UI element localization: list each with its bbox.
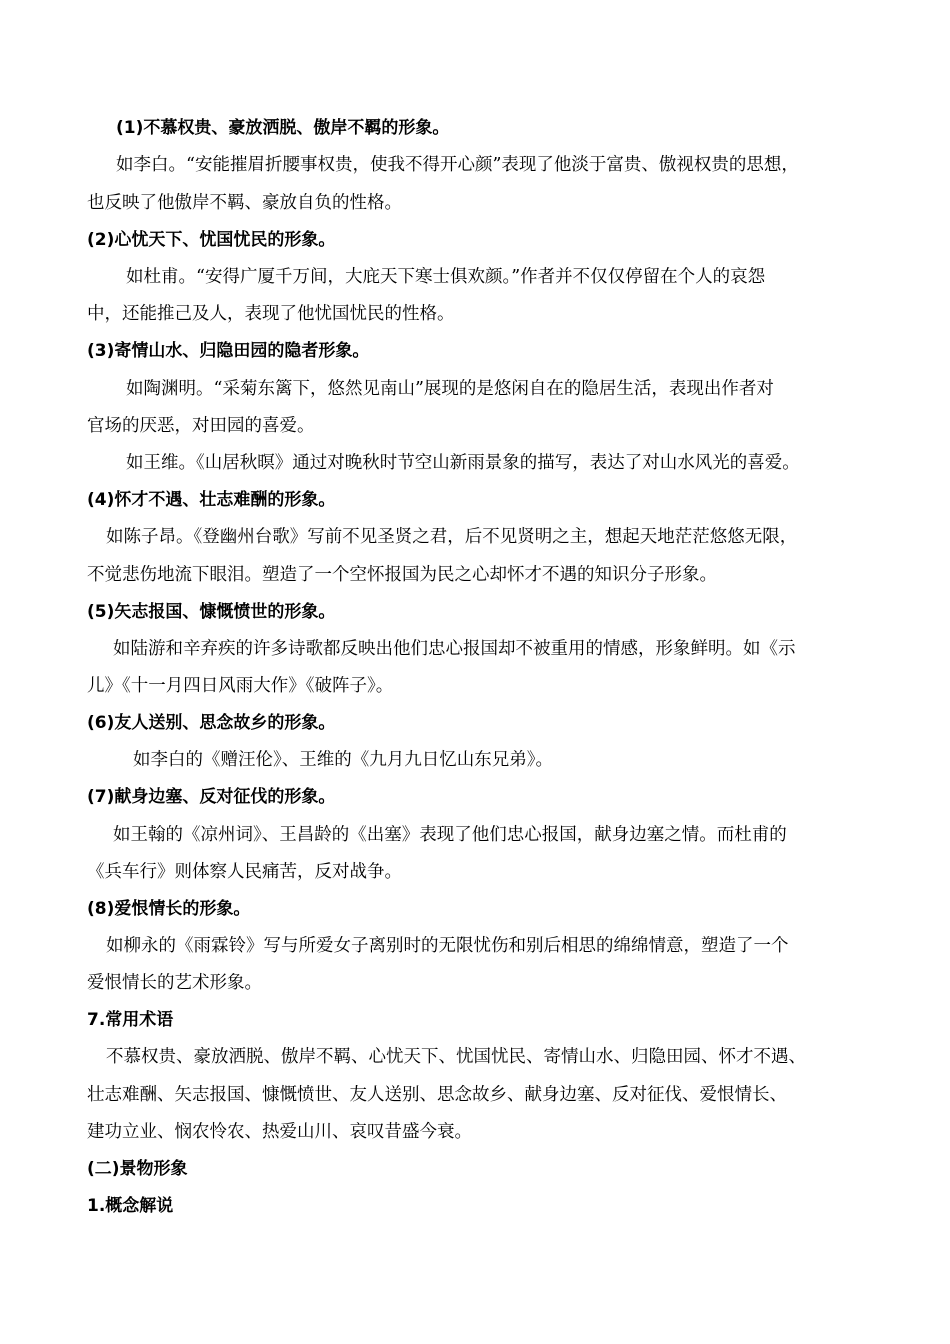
paragraph-8-line-2: 爱恨情长的艺术形象。 [87, 973, 262, 993]
heading-4: (4)怀才不遇、壮志难酬的形象。 [87, 490, 336, 510]
heading-8: (8)爱恨情长的形象。 [87, 899, 251, 919]
heading-7: (7)献身边塞、反对征伐的形象。 [87, 787, 336, 807]
paragraph-5-line-1: 如陆游和辛弃疾的许多诗歌都反映出他们忠心报国却不被重用的情感，形象鲜明。如《示 [113, 639, 796, 659]
paragraph-4-line-2: 不觉悲伤地流下眼泪。塑造了一个空怀报国为民之心却怀才不遇的知识分子形象。 [87, 565, 717, 585]
heading-5: (5)矢志报国、慷慨愤世的形象。 [87, 602, 336, 622]
paragraph-9-line-2: 壮志难酬、矢志报国、慷慨愤世、友人送别、思念故乡、献身边塞、反对征伐、爱恨情长、 [87, 1085, 787, 1105]
paragraph-6: 如李白的《赠汪伦》、王维的《九月九日忆山东兄弟》。 [133, 750, 553, 770]
heading-9: 7.常用术语 [87, 1010, 174, 1030]
paragraph-7-line-1: 如王翰的《凉州词》、王昌龄的《出塞》表现了他们忠心报国，献身边塞之情。而杜甫的 [113, 825, 787, 845]
paragraph-7-line-2: 《兵车行》则体察人民痛苦，反对战争。 [87, 862, 402, 882]
paragraph-1-line-2: 也反映了他傲岸不羁、豪放自负的性格。 [87, 193, 402, 213]
heading-2: (2)心忧天下、忧国忧民的形象。 [87, 230, 336, 250]
paragraph-3b: 如王维。《山居秋暝》通过对晚秋时节空山新雨景象的描写，表达了对山水风光的喜爱。 [126, 453, 800, 473]
heading-1: (1)不慕权贵、豪放洒脱、傲岸不羁的形象。 [116, 118, 450, 138]
paragraph-4-line-1: 如陈子昂。《登幽州台歌》写前不见圣贤之君，后不见贤明之主，想起天地茫茫悠悠无限， [106, 527, 798, 547]
paragraph-5-line-2: 儿》《十一月四日风雨大作》《破阵子》。 [87, 676, 394, 696]
paragraph-3-line-1: 如陶渊明。“采菊东篱下，悠然见南山”展现的是悠闲自在的隐居生活，表现出作者对 [126, 379, 774, 399]
paragraph-1-line-1: 如李白。“安能摧眉折腰事权贵，使我不得开心颜”表现了他淡于富贵、傲视权贵的思想， [116, 155, 799, 175]
paragraph-2-line-2: 中，还能推己及人，表现了他忧国忧民的性格。 [87, 304, 455, 324]
paragraph-9-line-1: 不慕权贵、豪放洒脱、傲岸不羁、心忧天下、忧国忧民、寄情山水、归隐田园、怀才不遇、 [106, 1047, 806, 1067]
paragraph-2-line-1: 如杜甫。“安得广厦千万间，大庇天下寒士俱欢颜。”作者并不仅仅停留在个人的哀怨 [126, 267, 766, 287]
paragraph-3-line-2: 官场的厌恶，对田园的喜爱。 [87, 416, 315, 436]
heading-11: 1.概念解说 [87, 1196, 174, 1216]
paragraph-9-line-3: 建功立业、悯农怜农、热爱山川、哀叹昔盛今衰。 [87, 1122, 472, 1142]
heading-6: (6)友人送别、思念故乡的形象。 [87, 713, 336, 733]
heading-10: (二)景物形象 [87, 1159, 188, 1179]
heading-3: (3)寄情山水、归隐田园的隐者形象。 [87, 341, 370, 361]
paragraph-8-line-1: 如柳永的《雨霖铃》写与所爱女子离别时的无限忧伤和别后相思的绵绵情意，塑造了一个 [106, 936, 789, 956]
